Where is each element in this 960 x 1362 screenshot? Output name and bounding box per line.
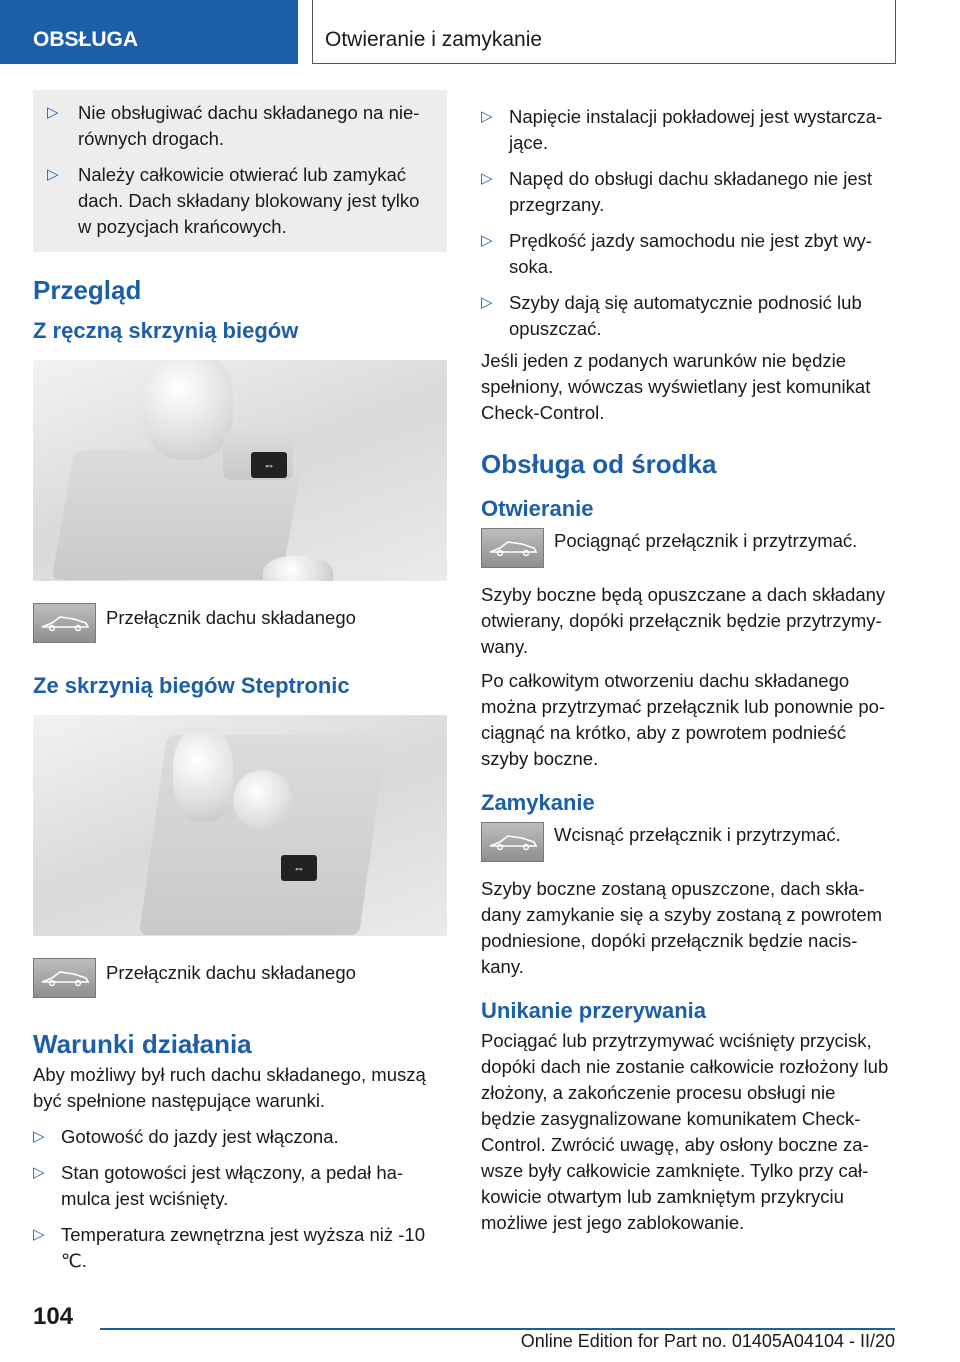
- heading-steptronic: Ze skrzynią biegów Steptronic: [33, 673, 350, 698]
- triangle-right-icon: ▷: [481, 232, 493, 249]
- edition-note: Online Edition for Part no. 01405A04104 - II/20: [520, 1331, 895, 1351]
- list-item: ▷ Temperatura zewnętrzna jest wyższa niż -10 ℃.: [33, 1224, 425, 1271]
- convertible-roof-switch-icon: [33, 958, 96, 998]
- convertible-roof-switch-icon: ⇔: [281, 855, 317, 881]
- instruction-row: [481, 528, 895, 568]
- triangle-right-icon: ▷: [481, 170, 493, 187]
- convertible-roof-switch-icon: [481, 822, 544, 862]
- photo-steptronic-console: [33, 715, 447, 936]
- list-item: ▷ Prędkość jazdy samochodu nie jest zbyt wy-soka.: [481, 230, 872, 277]
- list-item: ▷ Nie obsługiwać dachu składanego na nie-równych drogach.: [47, 102, 420, 149]
- list-item: ▷ Gotowość do jazdy jest włączona.: [33, 1124, 447, 1150]
- left-column: [33, 90, 447, 1274]
- triangle-right-icon: ▷: [33, 1164, 45, 1181]
- caption-row: [33, 958, 447, 998]
- chapter-title: Otwieranie i zamykanie: [312, 0, 896, 64]
- list-item: ▷ Należy całkowicie otwierać lub zamykać dach. Dach składany blokowany jest tylko w pozycjach krańcowych.: [47, 164, 420, 237]
- list-item: ▷ Szyby dają się automatycznie podnosić lub opuszczać.: [481, 292, 862, 339]
- heading-overview: Przegląd: [33, 275, 142, 305]
- triangle-right-icon: ▷: [33, 1128, 45, 1145]
- image-caption: Przełącznik dachu składanego: [106, 962, 356, 983]
- triangle-right-icon: ▷: [481, 294, 493, 311]
- page-number: 104: [33, 1303, 74, 1330]
- conditions-intro: Aby możliwy był ruch dachu składanego, muszą być spełnione następujące warunki.: [33, 1064, 426, 1111]
- open-text-2: Po całkowitym otworzeniu dachu składanego można przytrzymać przełącznik lub ponownie po-ciągnąć na krótko, aby z powrotem podnieść szyby boczne.: [481, 670, 886, 769]
- heading-closing: Zamykanie: [481, 790, 595, 815]
- list-item: ▷ Napęd do obsługi dachu składanego nie jest przegrzany.: [481, 168, 873, 215]
- caption-row: [33, 603, 447, 643]
- heading-avoid-interruption: Unikanie przerywania: [481, 998, 706, 1023]
- interrupt-text: Pociągać lub przytrzymywać wciśnięty przycisk, dopóki dach nie zostanie całkowicie rozłożony lub złożony, a zakończenie procesu obsługi nie będzie zasygnalizowane komunikatem Check-Control. Zwrócić uwagę, aby osłony boczne za-wsze były całkowicie zamknięte. Tylko przy cał-kowicie otwartym lub zamkniętym przykryciu możliwe jest jego zablokowanie.: [481, 1030, 889, 1233]
- heading-manual-gearbox: Z ręczną skrzynią biegów: [33, 318, 299, 343]
- convertible-roof-switch-icon: [481, 528, 544, 568]
- convertible-roof-switch-icon: ⇔: [251, 452, 287, 478]
- triangle-right-icon: ▷: [47, 104, 59, 121]
- safety-note-box: [33, 90, 447, 252]
- footer-divider: [100, 1328, 895, 1330]
- triangle-right-icon: ▷: [33, 1226, 45, 1243]
- instruction-row: [481, 822, 895, 862]
- triangle-right-icon: ▷: [47, 166, 59, 183]
- not-fulfilled-text: Jeśli jeden z podanych warunków nie będzie spełniony, wówczas wyświetlany jest komunikat Check-Control.: [481, 350, 871, 423]
- section-tab: OBSŁUGA: [0, 0, 298, 64]
- triangle-right-icon: ▷: [481, 108, 493, 125]
- heading-conditions: Warunki działania: [33, 1029, 252, 1059]
- convertible-roof-switch-icon: [33, 603, 96, 643]
- list-item: ▷ Napięcie instalacji pokładowej jest wystarcza-jące.: [481, 106, 883, 153]
- open-text: Szyby boczne będą opuszczane a dach składany otwierany, dopóki przełącznik będzie przytrzymy-wany.: [481, 584, 886, 657]
- close-instruction: Wcisnąć przełącznik i przytrzymać.: [554, 824, 841, 845]
- list-item: ▷ Stan gotowości jest włączony, a pedał ha-mulca jest wciśnięty.: [33, 1162, 404, 1209]
- heading-opening: Otwieranie: [481, 496, 594, 521]
- close-text: Szyby boczne zostaną opuszczone, dach skła-dany zamykanie się a szyby zostaną z powrotem podniesione, dopóki przełącznik będzie nacis-kany.: [481, 878, 883, 977]
- right-column: [481, 90, 895, 1236]
- image-caption: Przełącznik dachu składanego: [106, 607, 356, 628]
- open-instruction: Pociągnąć przełącznik i przytrzymać.: [554, 530, 858, 551]
- heading-inside-operation: Obsługa od środka: [481, 449, 717, 479]
- photo-manual-gearbox-console: [33, 360, 447, 581]
